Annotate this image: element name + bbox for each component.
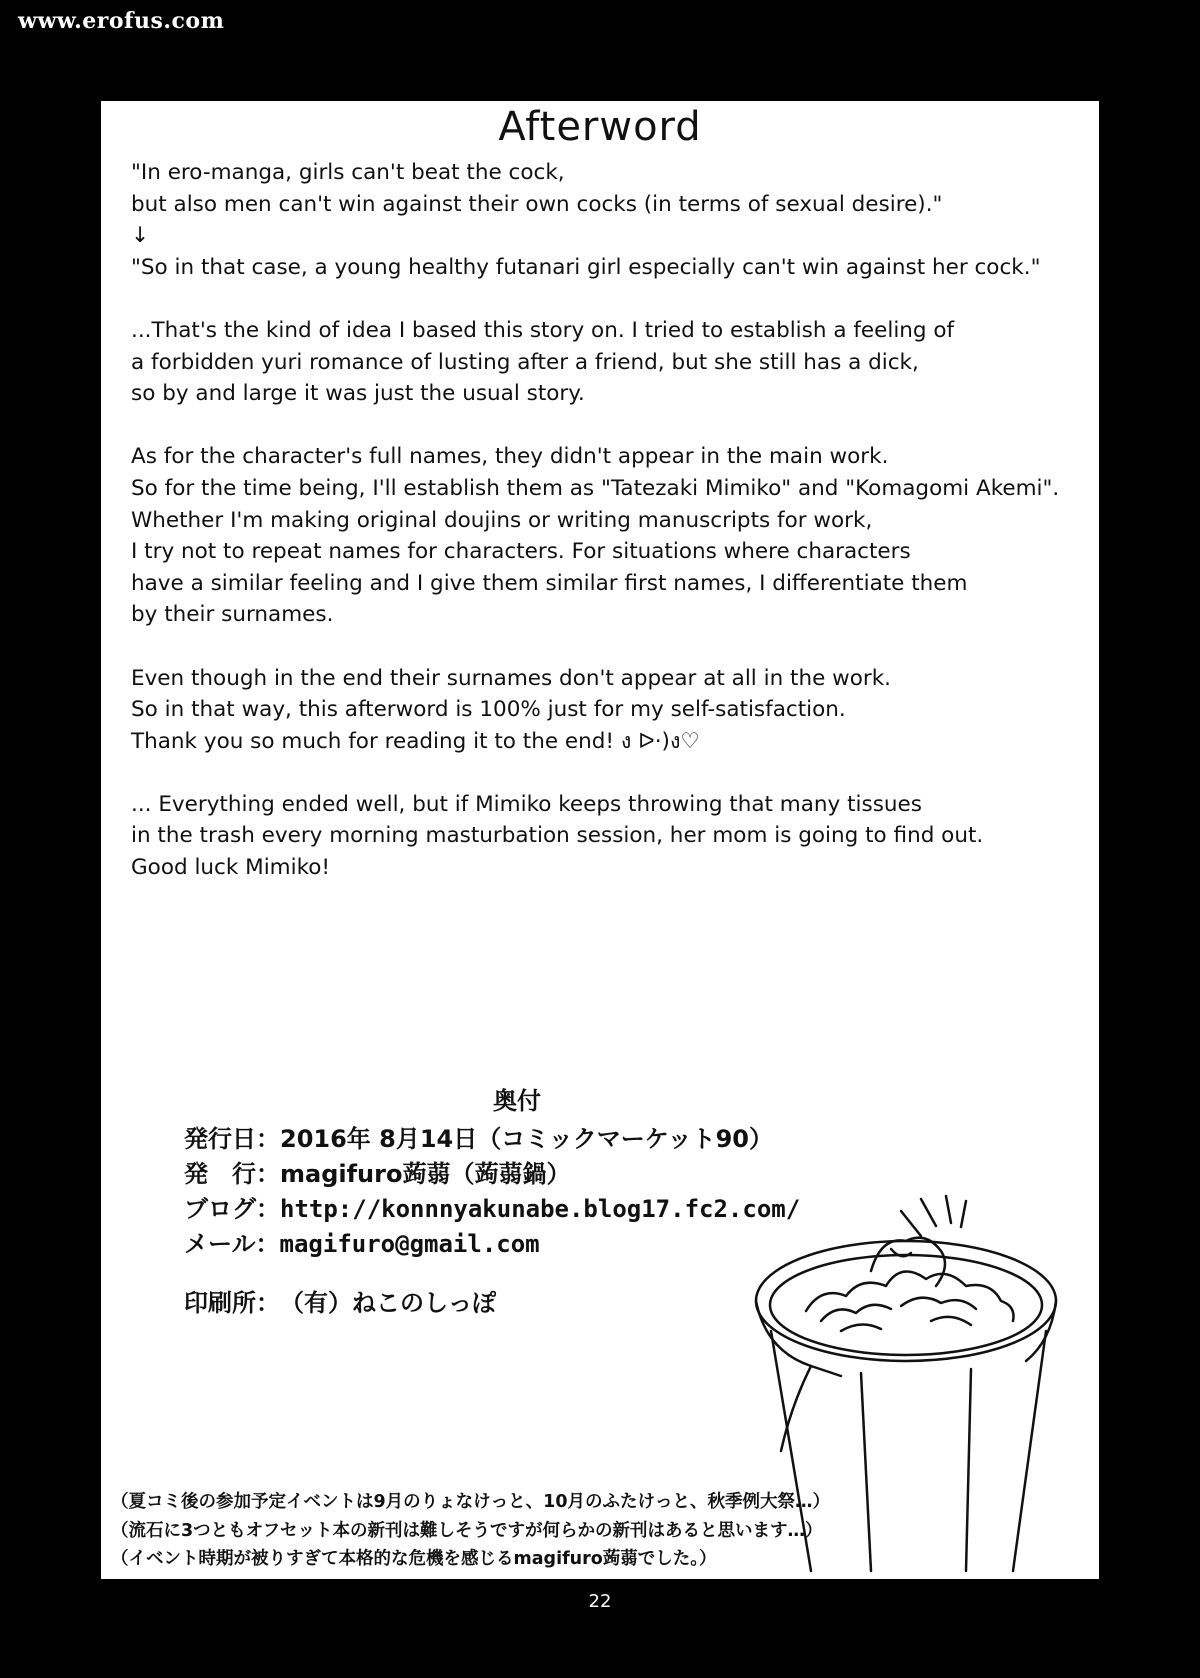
text-line: in the trash every morning masturbation session, her mom is going to find out. bbox=[131, 823, 984, 849]
note-line: （イベント時期が被りすぎて本格的な危機を感じるmagifuro蒟蒻でした。） bbox=[111, 1549, 717, 1569]
text-line: As for the character's full names, they didn't appear in the main work. bbox=[131, 444, 889, 470]
text-line: have a similar feeling and I give them similar first names, I differentiate them bbox=[131, 570, 968, 596]
text-line: "So in that case, a young healthy futanari girl especially can't win against her cock." bbox=[131, 254, 1041, 280]
text-line: Whether I'm making original doujins or writing manuscripts for work, bbox=[131, 507, 873, 533]
text-line: a forbidden yuri romance of lusting after a friend, but she still has a dick, bbox=[131, 349, 919, 375]
colophon-row-mail bbox=[184, 1224, 540, 1259]
colophon-label: ブログ： bbox=[184, 1195, 280, 1223]
note-line: （流石に3つともオフセット本の新刊は難しそうですが何らかの新刊はあると思います…） bbox=[111, 1520, 823, 1541]
colophon-row-blog bbox=[184, 1189, 800, 1224]
colophon-value: （有）ねこのしっぽ bbox=[280, 1289, 496, 1317]
watermark: www.erofus.com bbox=[18, 8, 225, 34]
paragraph-5 bbox=[131, 789, 1091, 884]
text-line: "In ero-manga, girls can't beat the cock, bbox=[131, 160, 565, 185]
colophon-value: 2016年 8月14日（コミックマーケット90） bbox=[280, 1125, 773, 1153]
colophon-value: magifuro蒟蒻（蒟蒻鍋） bbox=[280, 1160, 571, 1188]
text-line: Good luck Mimiko! bbox=[131, 855, 331, 881]
text-line: Even though in the end their surnames don't appear at all in the work. bbox=[131, 665, 892, 691]
page-number: 22 bbox=[588, 1591, 612, 1612]
colophon-row-date bbox=[184, 1119, 773, 1154]
text-line: so by and large it was just the usual story. bbox=[131, 381, 585, 407]
paragraph-2 bbox=[131, 315, 1091, 410]
page-sheet bbox=[101, 101, 1099, 1579]
note-line: （夏コミ後の参加予定イベントは9月のりょなけっと、10月のふたけっと、秋季例大祭…） bbox=[111, 1492, 831, 1512]
blog-link[interactable]: http://konnnyakunabe.blog17.fc2.com/ bbox=[280, 1195, 801, 1223]
paragraph-3 bbox=[131, 441, 1091, 631]
arrow-down-icon: ↓ bbox=[131, 223, 150, 249]
colophon-row-printer bbox=[184, 1283, 496, 1318]
colophon-label: 発行日： bbox=[184, 1125, 280, 1153]
text-line: Thank you so much for reading it to the end! ง ᐅ·)ง♡ bbox=[131, 728, 700, 754]
colophon-label: メール： bbox=[184, 1230, 280, 1258]
email-link[interactable]: magifuro@gmail.com bbox=[279, 1230, 540, 1258]
notes-block bbox=[111, 1488, 830, 1574]
text-line: So in that way, this afterword is 100% just for my self-satisfaction. bbox=[131, 697, 846, 723]
colophon-row-publisher bbox=[184, 1154, 570, 1189]
page-title: Afterword bbox=[498, 104, 702, 150]
colophon-heading: 奥付 bbox=[493, 1087, 541, 1115]
text-line: by their surnames. bbox=[131, 602, 334, 628]
afterword-body bbox=[131, 157, 1091, 915]
colophon-label: 印刷所： bbox=[184, 1289, 280, 1317]
paragraph-4 bbox=[131, 663, 1091, 758]
text-line: ...That's the kind of idea I based this story on. I tried to establish a feeling of bbox=[131, 317, 955, 343]
text-line: but also men can't win against their own cocks (in terms of sexual desire)." bbox=[131, 191, 943, 217]
text-line: ... Everything ended well, but if Mimiko keeps throwing that many tissues bbox=[131, 791, 922, 817]
text-line: So for the time being, I'll establish them as "Tatezaki Mimiko" and "Komagomi Akemi". bbox=[131, 475, 1060, 501]
colophon-label: 発 行： bbox=[184, 1160, 280, 1188]
text-line: I try not to repeat names for characters. For situations where characters bbox=[131, 539, 911, 565]
paragraph-1 bbox=[131, 157, 1091, 283]
